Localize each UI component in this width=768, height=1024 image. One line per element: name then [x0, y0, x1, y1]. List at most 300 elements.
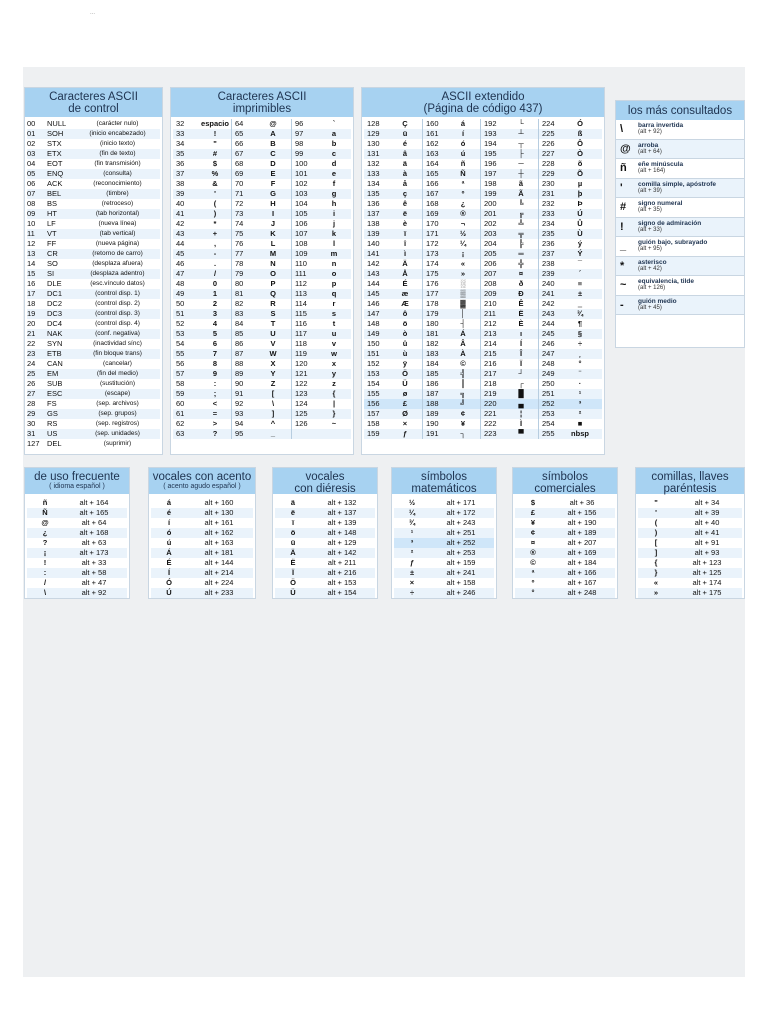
control-desc: (retroceso) [101, 200, 134, 207]
control-abbr: FS [47, 399, 57, 408]
bottom-table-rows [513, 494, 617, 598]
printable-code: 51 [176, 309, 185, 318]
extended-char: ° [578, 359, 582, 368]
bottom-code: alt + 248 [567, 588, 597, 597]
printable-row [173, 179, 351, 189]
extended-row [364, 299, 602, 309]
bottom-code: alt + 144 [204, 558, 234, 567]
control-desc: (suprimir) [103, 440, 132, 447]
extended-char: │ [460, 309, 466, 318]
most-consulted-item [616, 140, 744, 160]
extended-code: 253 [538, 409, 562, 419]
bottom-code: alt + 129 [327, 538, 357, 547]
extended-row [364, 369, 602, 379]
extended-code: 196 [480, 159, 504, 169]
extended-code: 252 [538, 399, 562, 409]
control-abbr: SO [47, 259, 58, 268]
extended-code: 186 [422, 379, 446, 389]
bottom-code: alt + 166 [567, 568, 597, 577]
printable-code: 118 [291, 339, 317, 349]
extended-char: ┐ [460, 429, 466, 438]
control-desc: (carácter nulo) [96, 120, 139, 127]
extended-char: ¯ [577, 259, 583, 268]
most-consulted-name: comilla simple, apóstrofe [638, 180, 717, 188]
extended-row [364, 239, 602, 249]
printable-char: | [332, 399, 336, 408]
extended-char: × [402, 419, 408, 428]
control-row [27, 229, 160, 239]
bottom-char: [ [654, 538, 658, 547]
control-desc: (escape) [104, 390, 131, 397]
bottom-code: alt + 159 [446, 558, 476, 567]
bottom-row [27, 498, 127, 508]
control-row [27, 149, 160, 159]
extended-char: ì [403, 249, 407, 258]
bottom-char: ³ [410, 538, 414, 547]
bottom-code: alt + 172 [446, 508, 476, 517]
printable-char: ~ [331, 419, 337, 428]
control-row [27, 169, 160, 179]
extended-code: 151 [367, 349, 380, 358]
extended-code: 212 [480, 319, 504, 329]
extended-char: ƒ [402, 429, 408, 438]
control-abbr: FF [47, 239, 57, 248]
extended-row [364, 219, 602, 229]
bottom-row [394, 588, 494, 598]
extended-code: 177 [422, 289, 446, 299]
printable-code: 103 [291, 189, 317, 199]
printable-char: P [270, 279, 276, 288]
extended-code: 208 [480, 279, 504, 289]
control-abbr: DC4 [47, 319, 63, 328]
extended-char: Ü [402, 379, 408, 388]
printable-char: x [331, 359, 337, 368]
extended-code: 161 [422, 129, 446, 139]
extended-code: 146 [367, 299, 380, 308]
printable-code: 35 [176, 149, 185, 158]
printable-char: f [332, 179, 336, 188]
extended-code: 145 [367, 289, 380, 298]
extended-char: Þ [577, 199, 583, 208]
control-abbr: CAN [47, 359, 63, 368]
extended-code: 189 [422, 409, 446, 419]
control-row [27, 179, 160, 189]
control-desc: (sep. registros) [95, 420, 140, 427]
printable-code: 95 [231, 429, 255, 439]
extended-char: ▄ [518, 399, 524, 408]
printable-code: 106 [291, 219, 317, 229]
bottom-code: alt + 184 [567, 558, 597, 567]
extended-char: È [518, 319, 524, 328]
bottom-row [638, 548, 742, 558]
extended-char: é [402, 139, 408, 148]
bottom-char: « [653, 578, 659, 587]
printable-row [173, 129, 351, 139]
extended-row [364, 429, 602, 439]
bottom-row [515, 568, 615, 578]
bottom-char: : [43, 568, 47, 577]
printable-code: 79 [231, 269, 255, 279]
printable-char: _ [270, 429, 276, 438]
printable-code: 55 [176, 349, 185, 358]
printable-code: 100 [291, 159, 317, 169]
printable-char: p [331, 279, 337, 288]
control-row [27, 209, 160, 219]
printable-char: s [331, 309, 337, 318]
control-abbr: DLE [47, 279, 62, 288]
bottom-code: alt + 123 [692, 558, 722, 567]
control-code: 17 [27, 289, 36, 298]
most-consulted-item [616, 276, 744, 296]
extended-code: 194 [480, 139, 504, 149]
printable-char: V [270, 339, 276, 348]
control-code: 29 [27, 409, 36, 418]
control-code: 19 [27, 309, 36, 318]
bottom-row [27, 578, 127, 588]
printable-char: t [332, 319, 336, 328]
printable-code: 102 [291, 179, 317, 189]
bottom-char: ! [43, 558, 47, 567]
extended-char: Ê [518, 299, 524, 308]
printable-code: 104 [291, 199, 317, 209]
extended-code: 255 [538, 429, 562, 439]
extended-code: 141 [367, 249, 380, 258]
extended-row [364, 359, 602, 369]
bottom-table-rows [273, 494, 377, 598]
control-abbr: ESC [47, 389, 63, 398]
extended-char: ┬ [518, 139, 524, 148]
printable-char: ( [213, 199, 217, 208]
extended-row [364, 269, 602, 279]
printable-char: , [213, 239, 217, 248]
control-row [27, 219, 160, 229]
extended-char: ï [403, 229, 407, 238]
control-row [27, 339, 160, 349]
extended-char: ý [577, 239, 583, 248]
bottom-code: alt + 63 [81, 538, 107, 547]
control-desc: (retorno de carro) [92, 250, 143, 257]
extended-char: © [460, 359, 466, 368]
extended-code: 173 [422, 249, 446, 259]
control-abbr: ENQ [47, 169, 64, 178]
extended-char: ç [402, 189, 408, 198]
control-code: 16 [27, 279, 36, 288]
control-abbr: EOT [47, 159, 63, 168]
most-consulted-panel [615, 100, 745, 348]
extended-char: ¬ [460, 219, 466, 228]
printable-code: 109 [291, 249, 317, 259]
bottom-row [151, 528, 253, 538]
printable-char: 4 [212, 319, 218, 328]
extended-row [364, 199, 602, 209]
bottom-row [275, 558, 375, 568]
control-row [27, 439, 160, 449]
extended-code: 236 [538, 239, 562, 249]
bottom-row [151, 568, 253, 578]
printable-char: H [270, 199, 276, 208]
bottom-char: Ó [166, 578, 172, 587]
bottom-row [151, 588, 253, 598]
bottom-code: alt + 173 [79, 548, 109, 557]
most-consulted-code: (alt + 33) [638, 226, 662, 233]
bottom-code: alt + 175 [692, 588, 722, 597]
extended-code: 155 [367, 389, 380, 398]
printable-code: 101 [291, 169, 317, 179]
printable-row [173, 259, 351, 269]
bottom-row [27, 528, 127, 538]
printable-char: c [331, 149, 337, 158]
printable-code: 110 [291, 259, 317, 269]
extended-code: 164 [422, 159, 446, 169]
extended-char: â [402, 149, 408, 158]
extended-row [364, 229, 602, 239]
extended-code: 199 [480, 189, 504, 199]
extended-code: 237 [538, 249, 562, 259]
extended-char: Ô [577, 139, 583, 148]
printable-char [317, 429, 351, 439]
extended-code: 128 [367, 119, 380, 128]
extended-row [364, 209, 602, 219]
printable-char: + [212, 229, 218, 238]
extended-code: 131 [367, 149, 380, 158]
control-abbr: LF [47, 219, 56, 228]
bottom-row [638, 538, 742, 548]
extended-code: 156 [367, 399, 380, 408]
bottom-code: alt + 165 [79, 508, 109, 517]
extended-char: ¹ [578, 389, 582, 398]
bottom-char: ú [166, 538, 172, 547]
printable-char: * [213, 219, 217, 228]
extended-char: █ [518, 389, 524, 398]
printable-code: 91 [231, 389, 255, 399]
extended-char: ╦ [518, 229, 524, 238]
extended-char: Ä [402, 259, 408, 268]
printable-code: 78 [231, 259, 255, 269]
control-code: 22 [27, 339, 36, 348]
extended-char: └ [518, 119, 524, 128]
top-mark: ... [90, 10, 96, 16]
printable-code: 76 [231, 239, 255, 249]
printable-char: n [331, 259, 337, 268]
bottom-char: Í [167, 568, 171, 577]
control-desc: (sustitución) [99, 380, 136, 387]
extended-char: ä [402, 159, 408, 168]
printable-char: Y [270, 369, 276, 378]
extended-title: ASCII extendido [441, 91, 525, 103]
printable-char: C [270, 149, 276, 158]
control-code: 01 [27, 129, 36, 138]
extended-code: 246 [538, 339, 562, 349]
extended-char: ╝ [460, 399, 466, 408]
bottom-char: ( [654, 518, 658, 527]
bottom-row [27, 558, 127, 568]
extended-code: 172 [422, 239, 446, 249]
printable-code: 108 [291, 239, 317, 249]
control-row [27, 139, 160, 149]
extended-code: 210 [480, 299, 504, 309]
extended-code: 182 [422, 339, 446, 349]
extended-char: Æ [401, 299, 409, 308]
printable-row [173, 359, 351, 369]
extended-code: 181 [422, 329, 446, 339]
bottom-row [394, 578, 494, 588]
bottom-char: @ [41, 518, 49, 527]
bottom-char: Ö [290, 578, 296, 587]
bottom-code: alt + 174 [692, 578, 722, 587]
bottom-char: º [531, 578, 535, 587]
control-abbr: GS [47, 409, 58, 418]
extended-char: ¿ [460, 199, 466, 208]
extended-code: 202 [480, 219, 504, 229]
bottom-code: alt + 253 [446, 548, 476, 557]
control-row [27, 379, 160, 389]
control-code: 31 [27, 429, 36, 438]
extended-char: nbsp [571, 429, 589, 438]
bottom-char: Ä [290, 548, 296, 557]
extended-code: 195 [480, 149, 504, 159]
extended-code: 235 [538, 229, 562, 239]
most-consulted-name: asterisco [638, 258, 667, 266]
extended-char: à [402, 169, 408, 178]
extended-char: ¸ [578, 349, 582, 358]
printable-char: m [330, 249, 338, 258]
printable-row [173, 269, 351, 279]
extended-code: 160 [422, 119, 446, 129]
bottom-row [275, 578, 375, 588]
printable-char: L [270, 239, 276, 248]
bottom-char: ¤ [530, 538, 536, 547]
extended-char: ╠ [518, 239, 524, 248]
bottom-char: ¥ [530, 518, 536, 527]
printable-code: 44 [176, 239, 185, 248]
bottom-row [27, 508, 127, 518]
printable-code: 94 [231, 419, 255, 429]
most-consulted-header: los más consultados [616, 101, 744, 120]
extended-code: 241 [538, 289, 562, 299]
extended-code: 179 [422, 309, 446, 319]
extended-code: 248 [538, 359, 562, 369]
most-consulted-text [638, 278, 694, 295]
printable-code: 116 [291, 319, 317, 329]
printable-char: ? [212, 429, 218, 438]
extended-code: 140 [367, 239, 380, 248]
extended-char: ® [460, 209, 466, 218]
bottom-table-rows [636, 494, 744, 598]
extended-char: ø [402, 389, 408, 398]
extended-char: ¼ [459, 239, 467, 248]
extended-char: ð [518, 279, 524, 288]
extended-title2: (Página de código 437) [423, 103, 543, 115]
extended-char: ╚ [518, 199, 524, 208]
bottom-table-title: símbolos [420, 471, 468, 483]
bottom-code: alt + 224 [204, 578, 234, 587]
printable-char: T [270, 319, 276, 328]
control-code: 18 [27, 299, 36, 308]
bottom-code: alt + 91 [694, 538, 720, 547]
bottom-char: Ñ [42, 508, 48, 517]
printable-char: @ [269, 119, 277, 128]
printable-code: 115 [291, 309, 317, 319]
extended-code: 167 [422, 189, 446, 199]
extended-char: ▀ [518, 429, 524, 438]
printable-char: v [331, 339, 337, 348]
printable-code: 59 [176, 389, 185, 398]
control-chars-header [25, 88, 162, 117]
printable-code: 114 [291, 299, 317, 309]
most-consulted-name: signo numeral [638, 200, 683, 207]
bottom-row [638, 498, 742, 508]
bottom-char: ñ [42, 498, 48, 507]
bottom-row [275, 518, 375, 528]
printable-char: o [331, 269, 337, 278]
extended-char: Õ [577, 169, 583, 178]
printable-char: M [269, 249, 277, 258]
printable-code: 58 [176, 379, 185, 388]
control-abbr: DC1 [47, 289, 63, 298]
printable-row [173, 149, 351, 159]
printable-char: 0 [212, 279, 218, 288]
control-desc: (inactividad sínc) [93, 340, 142, 347]
bottom-row [638, 558, 742, 568]
printable-code: 50 [176, 299, 185, 308]
extended-char: Î [519, 349, 523, 358]
bottom-row [275, 538, 375, 548]
printable-char: D [270, 159, 276, 168]
printable-code: 60 [176, 399, 185, 408]
extended-char: ö [402, 319, 408, 328]
extended-code: 226 [538, 139, 562, 149]
extended-row [364, 309, 602, 319]
printable-title: Caracteres ASCII [217, 91, 307, 103]
bottom-table [512, 467, 618, 599]
bottom-char: { [654, 558, 658, 567]
control-code: 11 [27, 229, 35, 238]
extended-char: « [460, 259, 466, 268]
extended-code: 170 [422, 219, 446, 229]
most-consulted-name: guión medio [638, 297, 677, 305]
printable-code: 82 [231, 299, 255, 309]
bottom-table-header [513, 468, 617, 494]
control-code: 08 [27, 199, 36, 208]
extended-code: 219 [480, 389, 504, 399]
control-desc: (cancelar) [103, 360, 132, 367]
extended-code: 159 [367, 429, 380, 438]
extended-code: 251 [538, 389, 562, 399]
extended-char: ╗ [460, 389, 466, 398]
extended-char: ò [402, 329, 408, 338]
extended-code: 216 [480, 359, 504, 369]
printable-code: 80 [231, 279, 255, 289]
extended-code: 150 [367, 339, 380, 348]
bottom-char: ] [654, 548, 658, 557]
extended-char: ┤ [460, 319, 466, 328]
bottom-table-subtitle: ( idioma español ) [49, 483, 105, 490]
printable-code: 48 [176, 279, 185, 288]
extended-char: Ì [519, 419, 523, 428]
printable-row [173, 339, 351, 349]
extended-char: ß [577, 129, 583, 138]
control-desc: (control disp. 1) [95, 290, 140, 297]
extended-code: 169 [422, 209, 446, 219]
printable-char: e [331, 169, 337, 178]
extended-char: Â [460, 339, 466, 348]
printable-chars-rows [171, 117, 353, 439]
extended-code: 243 [538, 309, 562, 319]
printable-code: 54 [176, 339, 185, 348]
bottom-code: alt + 158 [446, 578, 476, 587]
printable-title2: imprimibles [232, 103, 292, 115]
control-abbr: STX [47, 139, 62, 148]
